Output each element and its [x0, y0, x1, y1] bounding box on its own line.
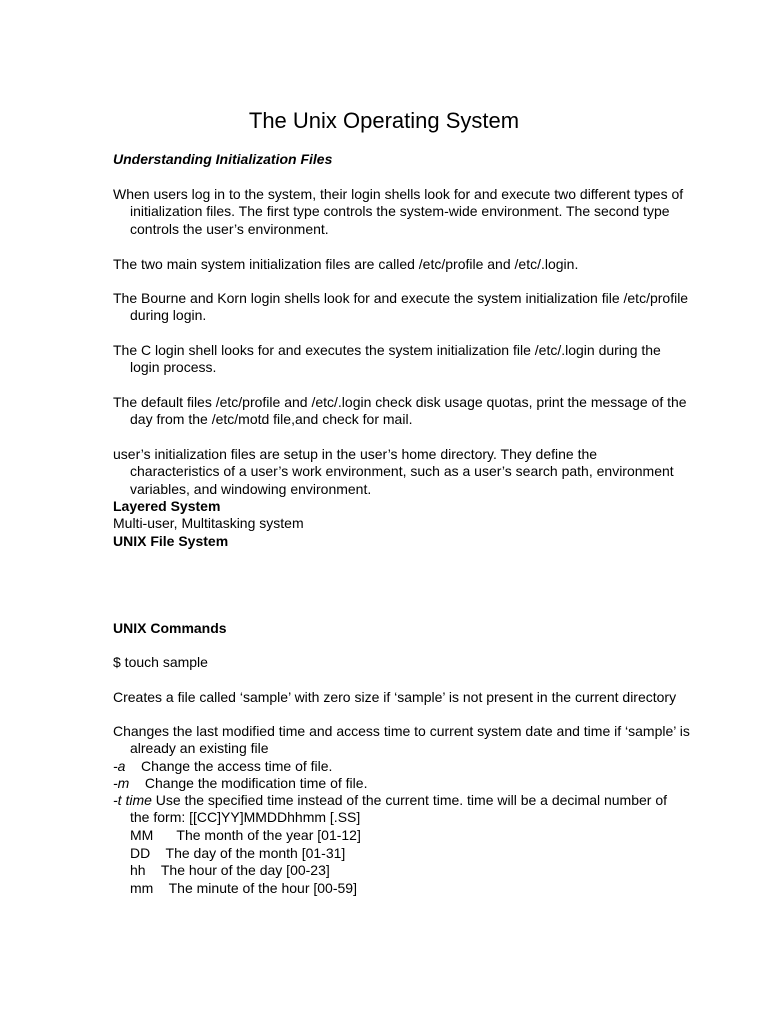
option-t-line	[113, 792, 690, 827]
command-touch-sample: $ touch sample	[113, 654, 208, 670]
paragraph-bourne-korn: The Bourne and Korn login shells look for and execute the system initialization file /etc/profile during login.	[113, 290, 689, 324]
paragraph-main-init-files: The two main system initialization files are called /etc/profile and /etc/.login.	[113, 256, 579, 272]
field-month: MM The month of the year [01-12]	[130, 827, 361, 843]
heading-unix-commands: UNIX Commands	[113, 620, 227, 636]
option-a-description: Change the access time of file.	[141, 758, 333, 774]
section-heading: Understanding Initialization Files	[113, 151, 333, 167]
option-m-flag: -m	[113, 775, 130, 791]
touch-description-update: Changes the last modified time and access time to current system date and time if ‘sample’ is already an existing file	[113, 723, 690, 757]
option-a-line	[113, 758, 673, 775]
field-day: DD The day of the month [01-31]	[130, 845, 346, 861]
page-title: The Unix Operating System	[248, 108, 520, 133]
paragraph-default-files: The default files /etc/profile and /etc/.login check disk usage quotas, print the message of the day from the /etc/motd file,and check for mail.	[113, 394, 687, 428]
heading-unix-file-system: UNIX File System	[113, 533, 229, 549]
option-t-flag: -t time	[113, 792, 152, 808]
paragraph-user-init-files: user’s initialization files are setup in the user’s home directory. They define the characteristics of a user’s work environment, such as a user’s search path, environment variables, and windowing environment.	[113, 446, 674, 497]
option-m-description: Change the modification time of file.	[144, 775, 368, 791]
field-hour: hh The hour of the day [00-23]	[130, 862, 330, 878]
paragraph-login-shells: When users log in to the system, their login shells look for and execute two different types of initialization files. The first type controls the system-wide environment. The second type controls the user’s environment.	[113, 186, 684, 237]
field-minute: mm The minute of the hour [00-59]	[130, 880, 357, 896]
touch-description-create: Creates a file called ‘sample’ with zero size if ‘sample’ is not present in the current directory	[113, 689, 677, 705]
paragraph-c-shell: The C login shell looks for and executes the system initialization file /etc/.login during the login process.	[113, 342, 661, 376]
option-m-line	[113, 775, 673, 792]
option-t-description: Use the specified time instead of the current time. time will be a decimal number of the form: [[CC]YY]MMDDhhmm [.SS]	[130, 792, 668, 826]
heading-layered-system: Layered System	[113, 498, 221, 514]
option-a-flag: -a	[113, 758, 126, 774]
text-multi-user: Multi-user, Multitasking system	[113, 515, 304, 531]
